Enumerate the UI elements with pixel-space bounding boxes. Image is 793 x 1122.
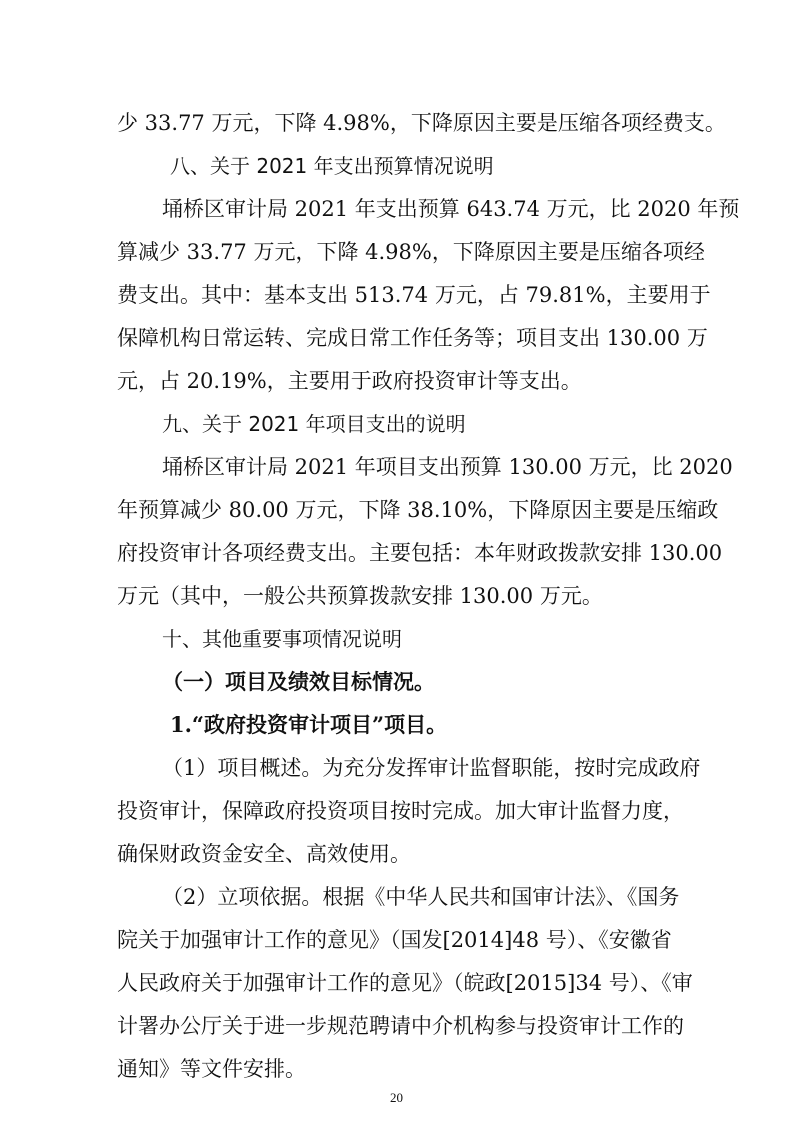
document-page: 少 33.77 万元，下降 4.98%，下降原因主要是压缩各项经费支。 八、关于 2021 年支出预算情况说明 埇桥区审计局 2021 年支出预算 643.74 万元，比 2020 年预 算减少 33.77 万元，下降 4.98%，下降原因主要是压缩各项经 费支出。其中：基本支出 513.74 万元，占 79.81%，主要用于 保障机构日常运转、完成日常工作任务等；项目支出 130.00 万 元，占 20.19%，主要用于政府投资审计等支出。 九、关于 2021 年项目支出的说明 埇桥区审计局 2021 年项目支出预算 130.00 万元，比 2020 年预算减少 80.00 万元，下降 38.10%，下降原因主要是压缩政 府投资审计各项经费支出。主要包括：本年财政拨款安排 130.00 万元（其中，一般公共预算拨款安排 130.00 万元。 十、其他重要事项情况说明 （一）项目及绩效目标情况。 1.“政府投资审计项目”项目。 （1）项目概述。为充分发挥审计监督职能，按时完成政府 投资审计，保障政府投资项目按时完成。加大审计监督力度， 确保财政资金安全、高效使用。 （2）立项依据。根据《中华人民共和国审计法》、《国务 院关于加强审计工作的意见》（国发[2014]48 号）、《安徽省 人民政府关于加强审计工作的意见》（皖政[2015]34 号）、《审 计署办公厅关于进一步规范聘请中介机构参与投资审计工作的 通知》等文件安排。 20: [0, 0, 793, 1122]
page-number: 20: [390, 1090, 403, 1105]
